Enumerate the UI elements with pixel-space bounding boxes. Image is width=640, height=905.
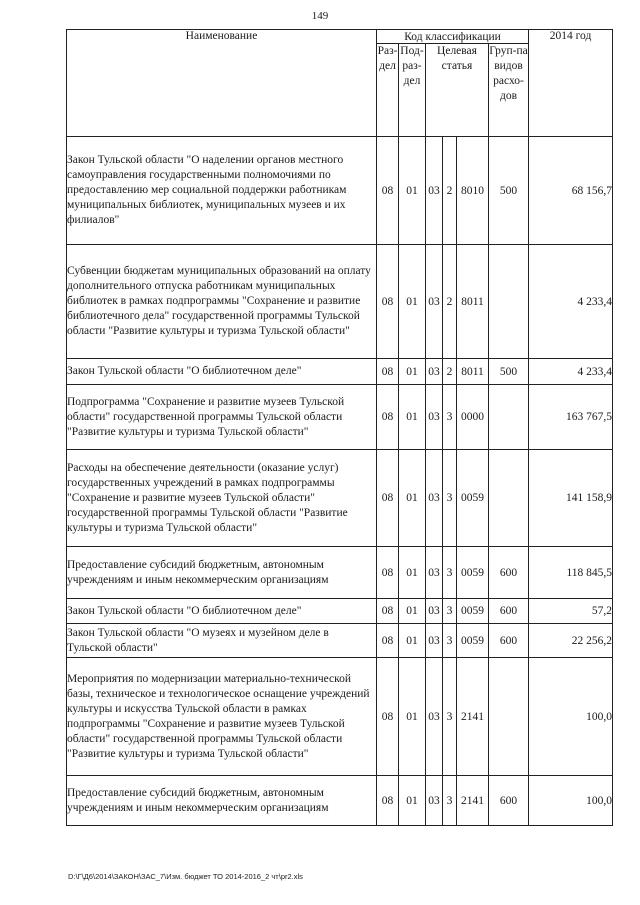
- row-name: Закон Тульской области "О библиотечном деле": [67, 599, 377, 624]
- budget-table: [66, 29, 613, 826]
- row-target-2: 2: [443, 359, 457, 385]
- row-amount: 100,0: [529, 776, 613, 826]
- row-podrazdel: 01: [399, 450, 426, 547]
- row-amount: 118 845,5: [529, 547, 613, 599]
- table-row: [67, 245, 613, 359]
- row-target-3: 0059: [457, 450, 489, 547]
- row-target-3: 8011: [457, 359, 489, 385]
- row-amount: 57,2: [529, 599, 613, 624]
- row-target-1: 03: [426, 359, 443, 385]
- row-amount: 68 156,7: [529, 137, 613, 245]
- table-row: [67, 385, 613, 450]
- row-target-3: 0000: [457, 385, 489, 450]
- row-amount: 141 158,9: [529, 450, 613, 547]
- row-razdel: 08: [377, 624, 399, 658]
- row-target-1: 03: [426, 624, 443, 658]
- row-amount: 4 233,4: [529, 245, 613, 359]
- row-target-2: 3: [443, 599, 457, 624]
- row-razdel: 08: [377, 245, 399, 359]
- row-target-3: 0059: [457, 547, 489, 599]
- row-podrazdel: 01: [399, 599, 426, 624]
- row-name: Расходы на обеспечение деятельности (оказание услуг) государственных учреждений в рамках подпрограммы "Сохранение и развитие музеев Тульской области" государственной программы Тульской области "Развитие культуры и туризма Тульской области": [67, 450, 377, 547]
- row-name: Предоставление субсидий бюджетным, автономным учреждениям и иным некоммерческим организациям: [67, 547, 377, 599]
- file-path-footer: D:\Г\Д6\2014\ЗАКОН\ЗАС_7\Изм. бюджет ТО 2014-2016_2 чт\pr2.xls: [68, 872, 303, 881]
- table-row: [67, 137, 613, 245]
- row-name: Субвенции бюджетам муниципальных образований на оплату дополнительного отпуска работникам муниципальных библиотек в рамках подпрограммы "Сохранение и развитие библиотечного дела" государственной программы Тульской области "Развитие культуры и туризма Тульской области": [67, 245, 377, 359]
- row-razdel: 08: [377, 385, 399, 450]
- row-group: 600: [489, 599, 529, 624]
- row-razdel: 08: [377, 658, 399, 776]
- page-number: 149: [311, 10, 329, 22]
- row-podrazdel: 01: [399, 547, 426, 599]
- row-name: Закон Тульской области "О музеях и музейном деле в Тульской области": [67, 624, 377, 658]
- row-target-3: 0059: [457, 624, 489, 658]
- header-target: Целевая статья: [426, 44, 489, 137]
- row-target-2: 3: [443, 547, 457, 599]
- row-podrazdel: 01: [399, 137, 426, 245]
- header-podrazdel: Под-раз-дел: [399, 44, 426, 137]
- row-podrazdel: 01: [399, 385, 426, 450]
- header-codes: Код классификации: [377, 30, 529, 44]
- row-amount: 100,0: [529, 658, 613, 776]
- row-target-2: 3: [443, 450, 457, 547]
- row-group: [489, 658, 529, 776]
- row-target-2: 3: [443, 385, 457, 450]
- row-razdel: 08: [377, 776, 399, 826]
- row-target-1: 03: [426, 245, 443, 359]
- row-podrazdel: 01: [399, 359, 426, 385]
- row-target-3: 8011: [457, 245, 489, 359]
- row-target-2: 2: [443, 245, 457, 359]
- row-target-1: 03: [426, 776, 443, 826]
- row-group: [489, 385, 529, 450]
- row-group: [489, 245, 529, 359]
- row-amount: 4 233,4: [529, 359, 613, 385]
- row-group: 600: [489, 624, 529, 658]
- row-podrazdel: 01: [399, 776, 426, 826]
- row-group: 600: [489, 776, 529, 826]
- header-group: Груп-па видов расхо-дов: [489, 44, 529, 137]
- row-group: [489, 450, 529, 547]
- row-target-2: 3: [443, 658, 457, 776]
- row-name: Подпрограмма "Сохранение и развитие музеев Тульской области" государственной программы Тульской области "Развитие культуры и туризма Тульской области": [67, 385, 377, 450]
- table-row: [67, 624, 613, 658]
- table-row: [67, 359, 613, 385]
- row-podrazdel: 01: [399, 658, 426, 776]
- row-target-1: 03: [426, 599, 443, 624]
- row-group: 500: [489, 359, 529, 385]
- row-razdel: 08: [377, 359, 399, 385]
- row-target-1: 03: [426, 385, 443, 450]
- row-amount: 22 256,2: [529, 624, 613, 658]
- row-target-1: 03: [426, 658, 443, 776]
- table-row: [67, 776, 613, 826]
- row-target-1: 03: [426, 450, 443, 547]
- row-group: 600: [489, 547, 529, 599]
- row-razdel: 08: [377, 599, 399, 624]
- row-target-3: 2141: [457, 776, 489, 826]
- row-name: Закон Тульской области "О библиотечном деле": [67, 359, 377, 385]
- row-target-1: 03: [426, 137, 443, 245]
- row-name: Закон Тульской области "О наделении органов местного самоуправления государственными полномочиями по предоставлению мер социальной поддержки работникам муниципальных библиотек, муниципальных музеев и их филиалов": [67, 137, 377, 245]
- header-name: Наименование: [67, 30, 377, 137]
- row-group: 500: [489, 137, 529, 245]
- row-target-3: 2141: [457, 658, 489, 776]
- row-razdel: 08: [377, 547, 399, 599]
- row-amount: 163 767,5: [529, 385, 613, 450]
- header-year: 2014 год: [529, 30, 613, 137]
- table-row: [67, 547, 613, 599]
- row-razdel: 08: [377, 450, 399, 547]
- row-target-1: 03: [426, 547, 443, 599]
- row-target-3: 8010: [457, 137, 489, 245]
- row-target-3: 0059: [457, 599, 489, 624]
- table-row: [67, 450, 613, 547]
- row-target-2: 3: [443, 624, 457, 658]
- table-row: [67, 658, 613, 776]
- row-target-2: 3: [443, 776, 457, 826]
- row-podrazdel: 01: [399, 624, 426, 658]
- row-razdel: 08: [377, 137, 399, 245]
- row-name: Предоставление субсидий бюджетным, автономным учреждениям и иным некоммерческим организациям: [67, 776, 377, 826]
- row-podrazdel: 01: [399, 245, 426, 359]
- row-name: Мероприятия по модернизации материально-технической базы, техническое и технологическое оснащение учреждений культуры и искусства Тульской области в рамках подпрограммы "Сохранение и развитие музеев Тульской области" государственной программы Тульской области "Развитие культуры и туризма Тульской области": [67, 658, 377, 776]
- table-row: [67, 599, 613, 624]
- row-target-2: 2: [443, 137, 457, 245]
- header-razdel: Раз-дел: [377, 44, 399, 137]
